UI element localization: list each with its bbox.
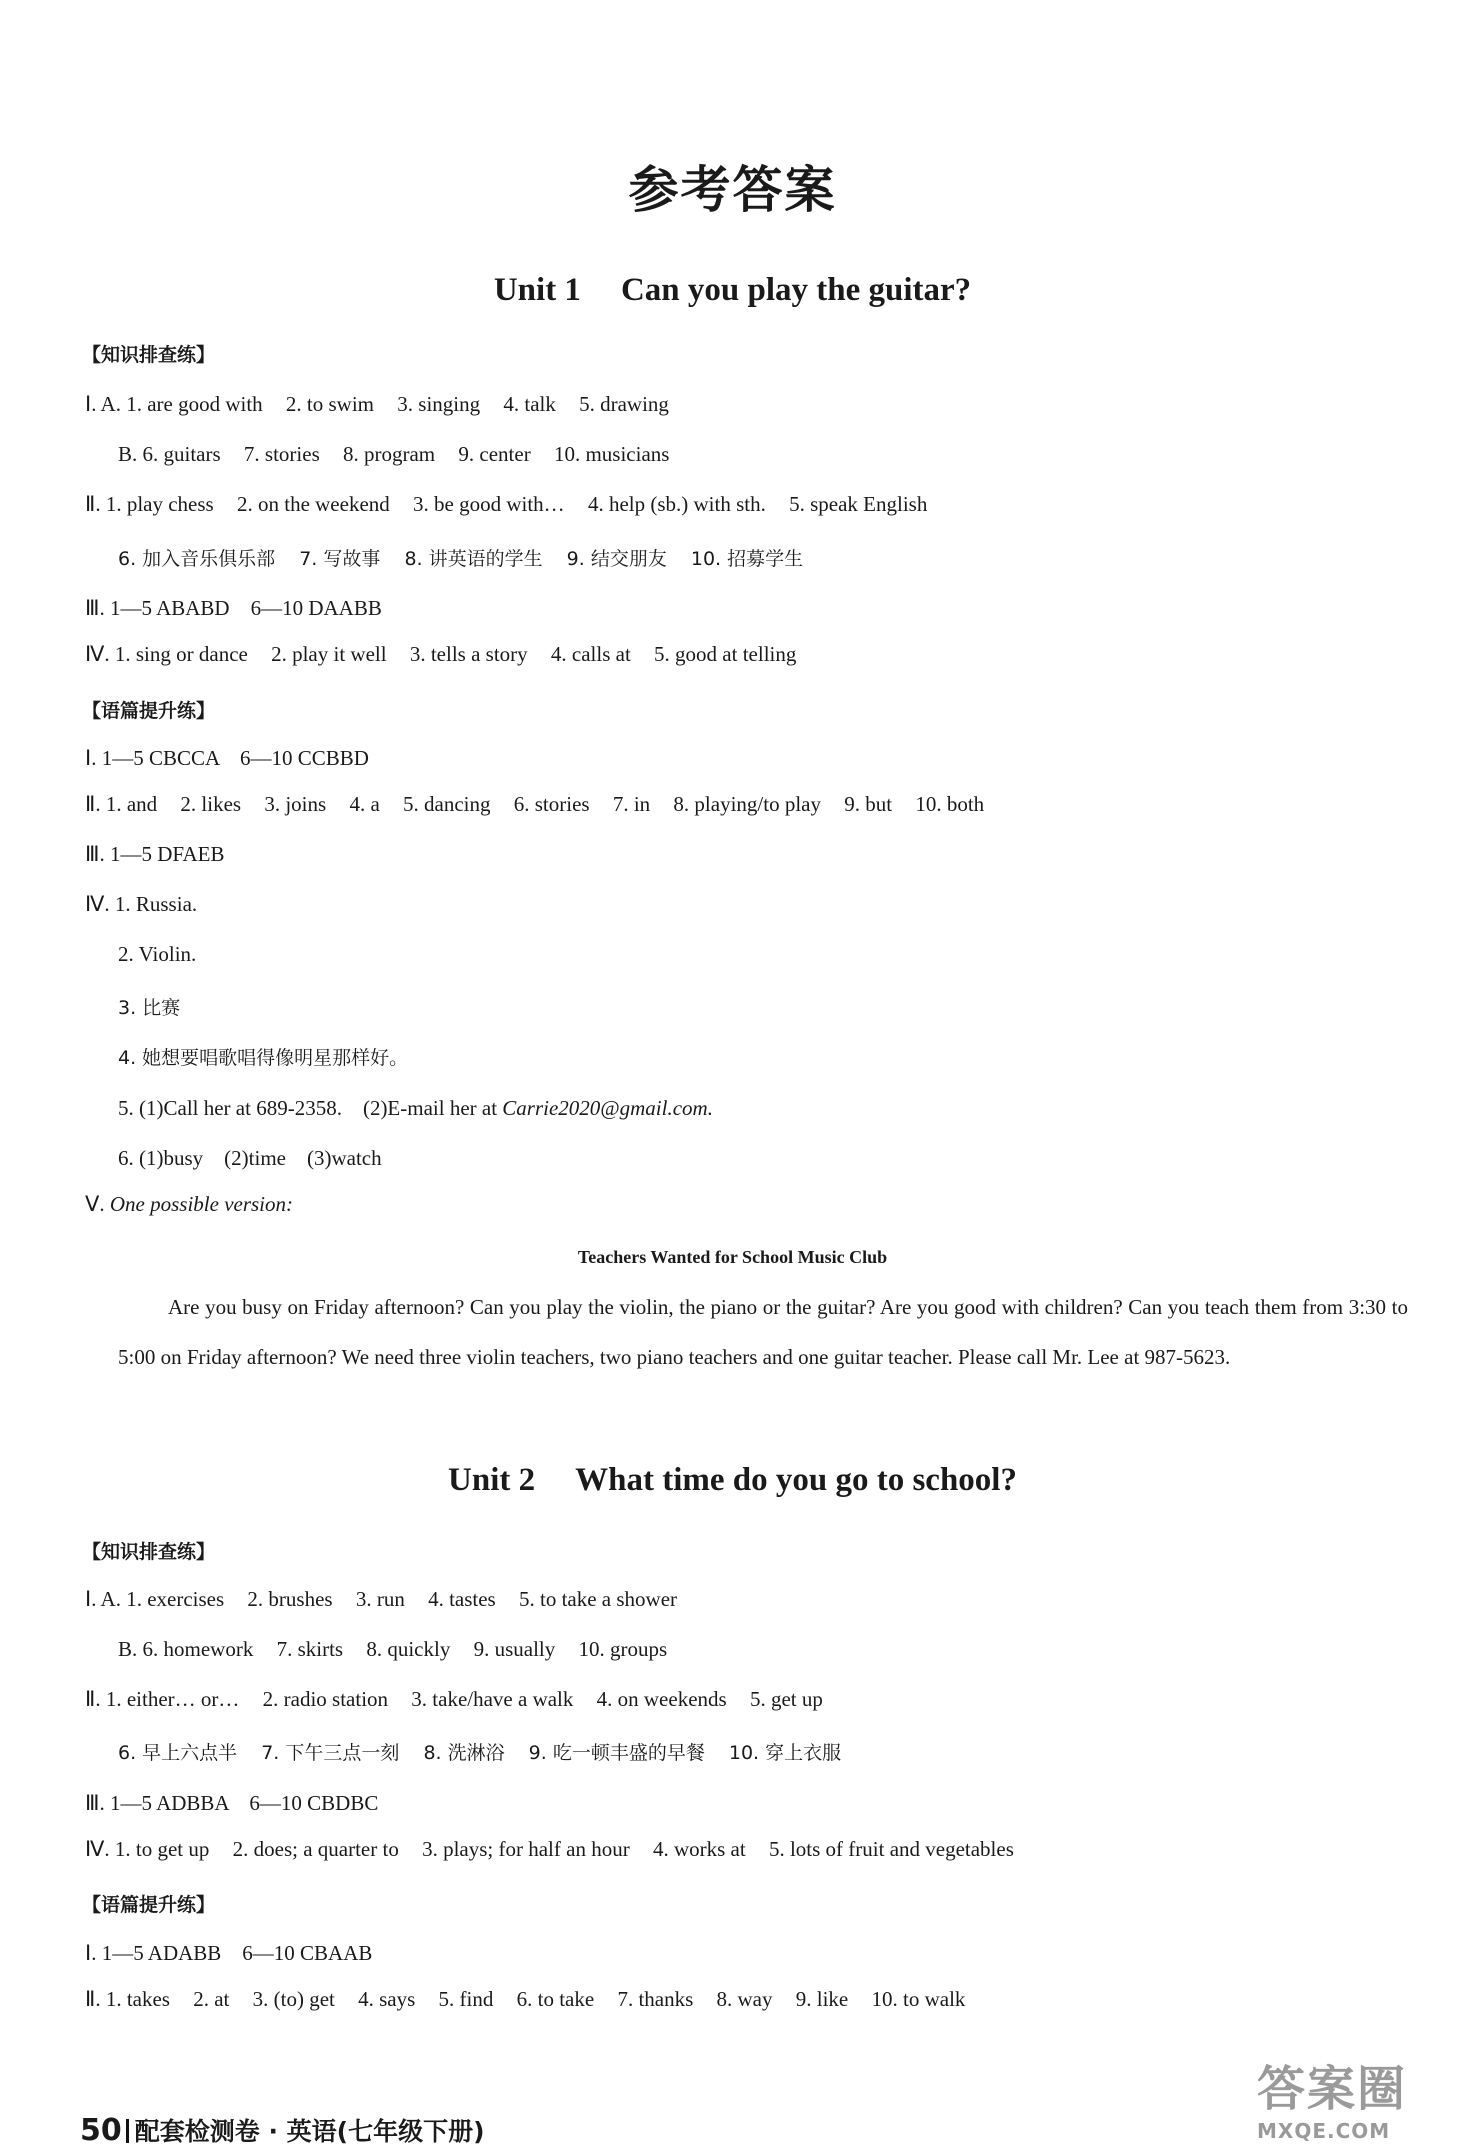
answer-item: 5. get up [749,1687,823,1711]
answer-item: 3. plays; for half an hour [422,1837,630,1861]
answer-item: 6. stories [513,792,590,816]
answer-item: 8. playing/to play [673,792,821,816]
answer-item: 9. center [458,442,531,466]
unit1-section-knowledge: 【知识排查练】 [82,344,216,366]
unit1-section-discourse: 【语篇提升练】 [82,700,216,722]
answer-item: 10. 穿上衣服 [728,1742,842,1764]
answer-item: 2. radio station [262,1687,389,1711]
answer-item: 2. on the weekend [236,492,390,516]
answer-item: 5. dancing [403,792,491,816]
answer-text: 5. (1)Call her at 689-2358. (2)E-mail her at [118,1096,503,1120]
passage-body: Are you busy on Friday afternoon? Can you play the violin, the piano or the guitar? Are you good with children? Can you teach them from 3:30 to 5:00 on Friday afternoon? We need three violin teachers, two piano teachers and one guitar teacher. Please call Mr. Lee at 987-5623. [118,1295,1408,1369]
unit1-heading: Can you play the guitar? [620,272,972,308]
answer-item: 7. thanks [617,1987,694,2011]
answer-item: 2. play it well [271,642,387,666]
unit2-discourse-part1: Ⅰ. 1—5 ADABB 6—10 CBAAB [85,1941,373,1965]
answer-item: 10. musicians [553,442,670,466]
answer-item: 8. 讲英语的学生 [404,548,543,570]
unit1-part4 [85,642,814,667]
answer-item: 6. 早上六点半 [118,1742,238,1764]
answer-item: 10. 招募学生 [690,548,804,570]
unit1-discourse-part4-q2: 2. Violin. [118,942,197,966]
unit2-part3: Ⅲ. 1—5 ADBBA 6—10 CBDBC [85,1791,379,1815]
unit2-heading: What time do you go to school? [575,1462,1017,1498]
answer-item: 9. but [844,792,893,816]
answer-item: Ⅳ. 1. to get up [85,1837,210,1861]
answer-item: Ⅱ. 1. play chess [85,492,214,516]
answer-item: 7. 写故事 [299,548,381,570]
answer-item: 3. singing [397,392,481,416]
unit1-discourse-part4-q5 [118,1092,713,1122]
unit2-section-discourse: 【语篇提升练】 [82,1894,216,1916]
answer-item: 10. groups [578,1637,668,1661]
answer-item: 2. likes [180,792,242,816]
book-title: 配套检测卷 · 英语(七年级下册) [134,2117,485,2146]
answer-item: B. 6. homework [118,1637,254,1661]
answer-item: 4. calls at [550,642,631,666]
answer-item: 3. be good with… [413,492,565,516]
unit2-title [0,1462,1465,1499]
unit1-number: Unit 1 [493,272,581,308]
answer-item: 7. stories [243,442,320,466]
answer-item: 6. 加入音乐俱乐部 [118,548,276,570]
answer-item: 3. tells a story [409,642,528,666]
watermark-logo [1257,2050,1437,2150]
answer-item: 3. (to) get [252,1987,335,2011]
unit2-part1-a [85,1587,695,1612]
answer-item: 3. run [355,1587,405,1611]
answer-item: 5. good at telling [654,642,797,666]
part-number: Ⅴ. [85,1192,110,1216]
answer-item: 6. to take [516,1987,595,2011]
unit2-discourse-part2 [85,1987,983,2012]
unit1-part2-a [85,492,945,517]
unit1-discourse-part2 [85,792,1002,817]
answer-item: 8. way [716,1987,773,2011]
answer-item: 9. like [795,1987,849,2011]
unit2-part1-b [118,1637,685,1662]
unit1-discourse-part3: Ⅲ. 1—5 DFAEB [85,842,225,866]
unit1-discourse-part4-q1: Ⅳ. 1. Russia. [85,892,198,916]
answer-item: 4. tastes [428,1587,496,1611]
page-footer [80,2112,485,2148]
answer-item: 7. skirts [276,1637,344,1661]
unit2-part2-a [85,1687,841,1712]
unit2-part2-b [118,1738,859,1765]
watermark-logo-text: 答案圈 [1257,2061,1408,2117]
email-address: Carrie2020@gmail.com. [502,1096,713,1120]
answer-item: 9. usually [473,1637,556,1661]
answer-item: 10. to walk [871,1987,966,2011]
page-title: 参考答案 [628,160,837,219]
answer-item: 2. at [193,1987,230,2011]
answer-item: 4. help (sb.) with sth. [587,492,766,516]
unit1-discourse-part4-q6: 6. (1)busy (2)time (3)watch [118,1146,382,1170]
answer-item: 4. works at [652,1837,746,1861]
answer-item: Ⅱ. 1. and [85,792,158,816]
answer-item: Ⅱ. 1. takes [85,1987,170,2011]
answer-item: 4. talk [503,392,556,416]
unit1-discourse-part4-q3: 3. 比赛 [118,997,181,1019]
unit1-part3: Ⅲ. 1—5 ABABD 6—10 DAABB [85,596,382,620]
answer-item: 7. in [612,792,651,816]
answer-item: 9. 吃一顿丰盛的早餐 [528,1742,705,1764]
answer-item: 2. brushes [247,1587,333,1611]
page-number: 50 [80,2113,122,2148]
answer-item: Ⅱ. 1. either… or… [85,1687,240,1711]
answer-item: 5. find [438,1987,494,2011]
answer-item: 5. drawing [579,392,669,416]
answer-item: 5. to take a shower [518,1587,678,1611]
answer-item: 4. on weekends [596,1687,727,1711]
unit1-part2-b [118,544,821,571]
footer-divider [126,2119,129,2143]
answer-item: 8. 洗淋浴 [423,1742,505,1764]
answer-item: B. 6. guitars [118,442,221,466]
unit1-discourse-part4-q4: 4. 她想要唱歌唱得像明星那样好。 [118,1047,409,1069]
answer-item: Ⅰ. A. 1. exercises [85,1587,225,1611]
answer-item: 8. program [343,442,436,466]
unit1-discourse-part5 [85,1192,293,1217]
answer-item: 8. quickly [366,1637,451,1661]
watermark-url: MXQE.COM [1257,2119,1391,2143]
answer-item: Ⅳ. 1. sing or dance [85,642,248,666]
unit2-number: Unit 2 [448,1462,536,1498]
unit1-discourse-part1: Ⅰ. 1—5 CBCCA 6—10 CCBBD [85,746,369,770]
unit1-title [0,272,1465,309]
version-note: One possible version: [109,1192,294,1216]
answer-item: 5. speak English [789,492,928,516]
unit2-part4 [85,1837,1032,1862]
answer-item: 10. both [915,792,985,816]
answer-item: 4. says [358,1987,416,2011]
answer-item: 9. 结交朋友 [566,548,667,570]
answer-item: 7. 下午三点一刻 [261,1742,400,1764]
unit1-part1-a [85,392,687,417]
passage-title: Teachers Wanted for School Music Club [577,1247,888,1267]
unit2-section-knowledge: 【知识排查练】 [82,1541,216,1563]
unit1-part1-b [118,442,687,467]
answer-item: 3. joins [264,792,327,816]
answer-item: 3. take/have a walk [411,1687,574,1711]
answer-item: 5. lots of fruit and vegetables [768,1837,1014,1861]
answer-item: 4. a [349,792,380,816]
answer-item: 2. does; a quarter to [232,1837,399,1861]
answer-item: Ⅰ. A. 1. are good with [85,392,263,416]
answer-item: 2. to swim [285,392,375,416]
